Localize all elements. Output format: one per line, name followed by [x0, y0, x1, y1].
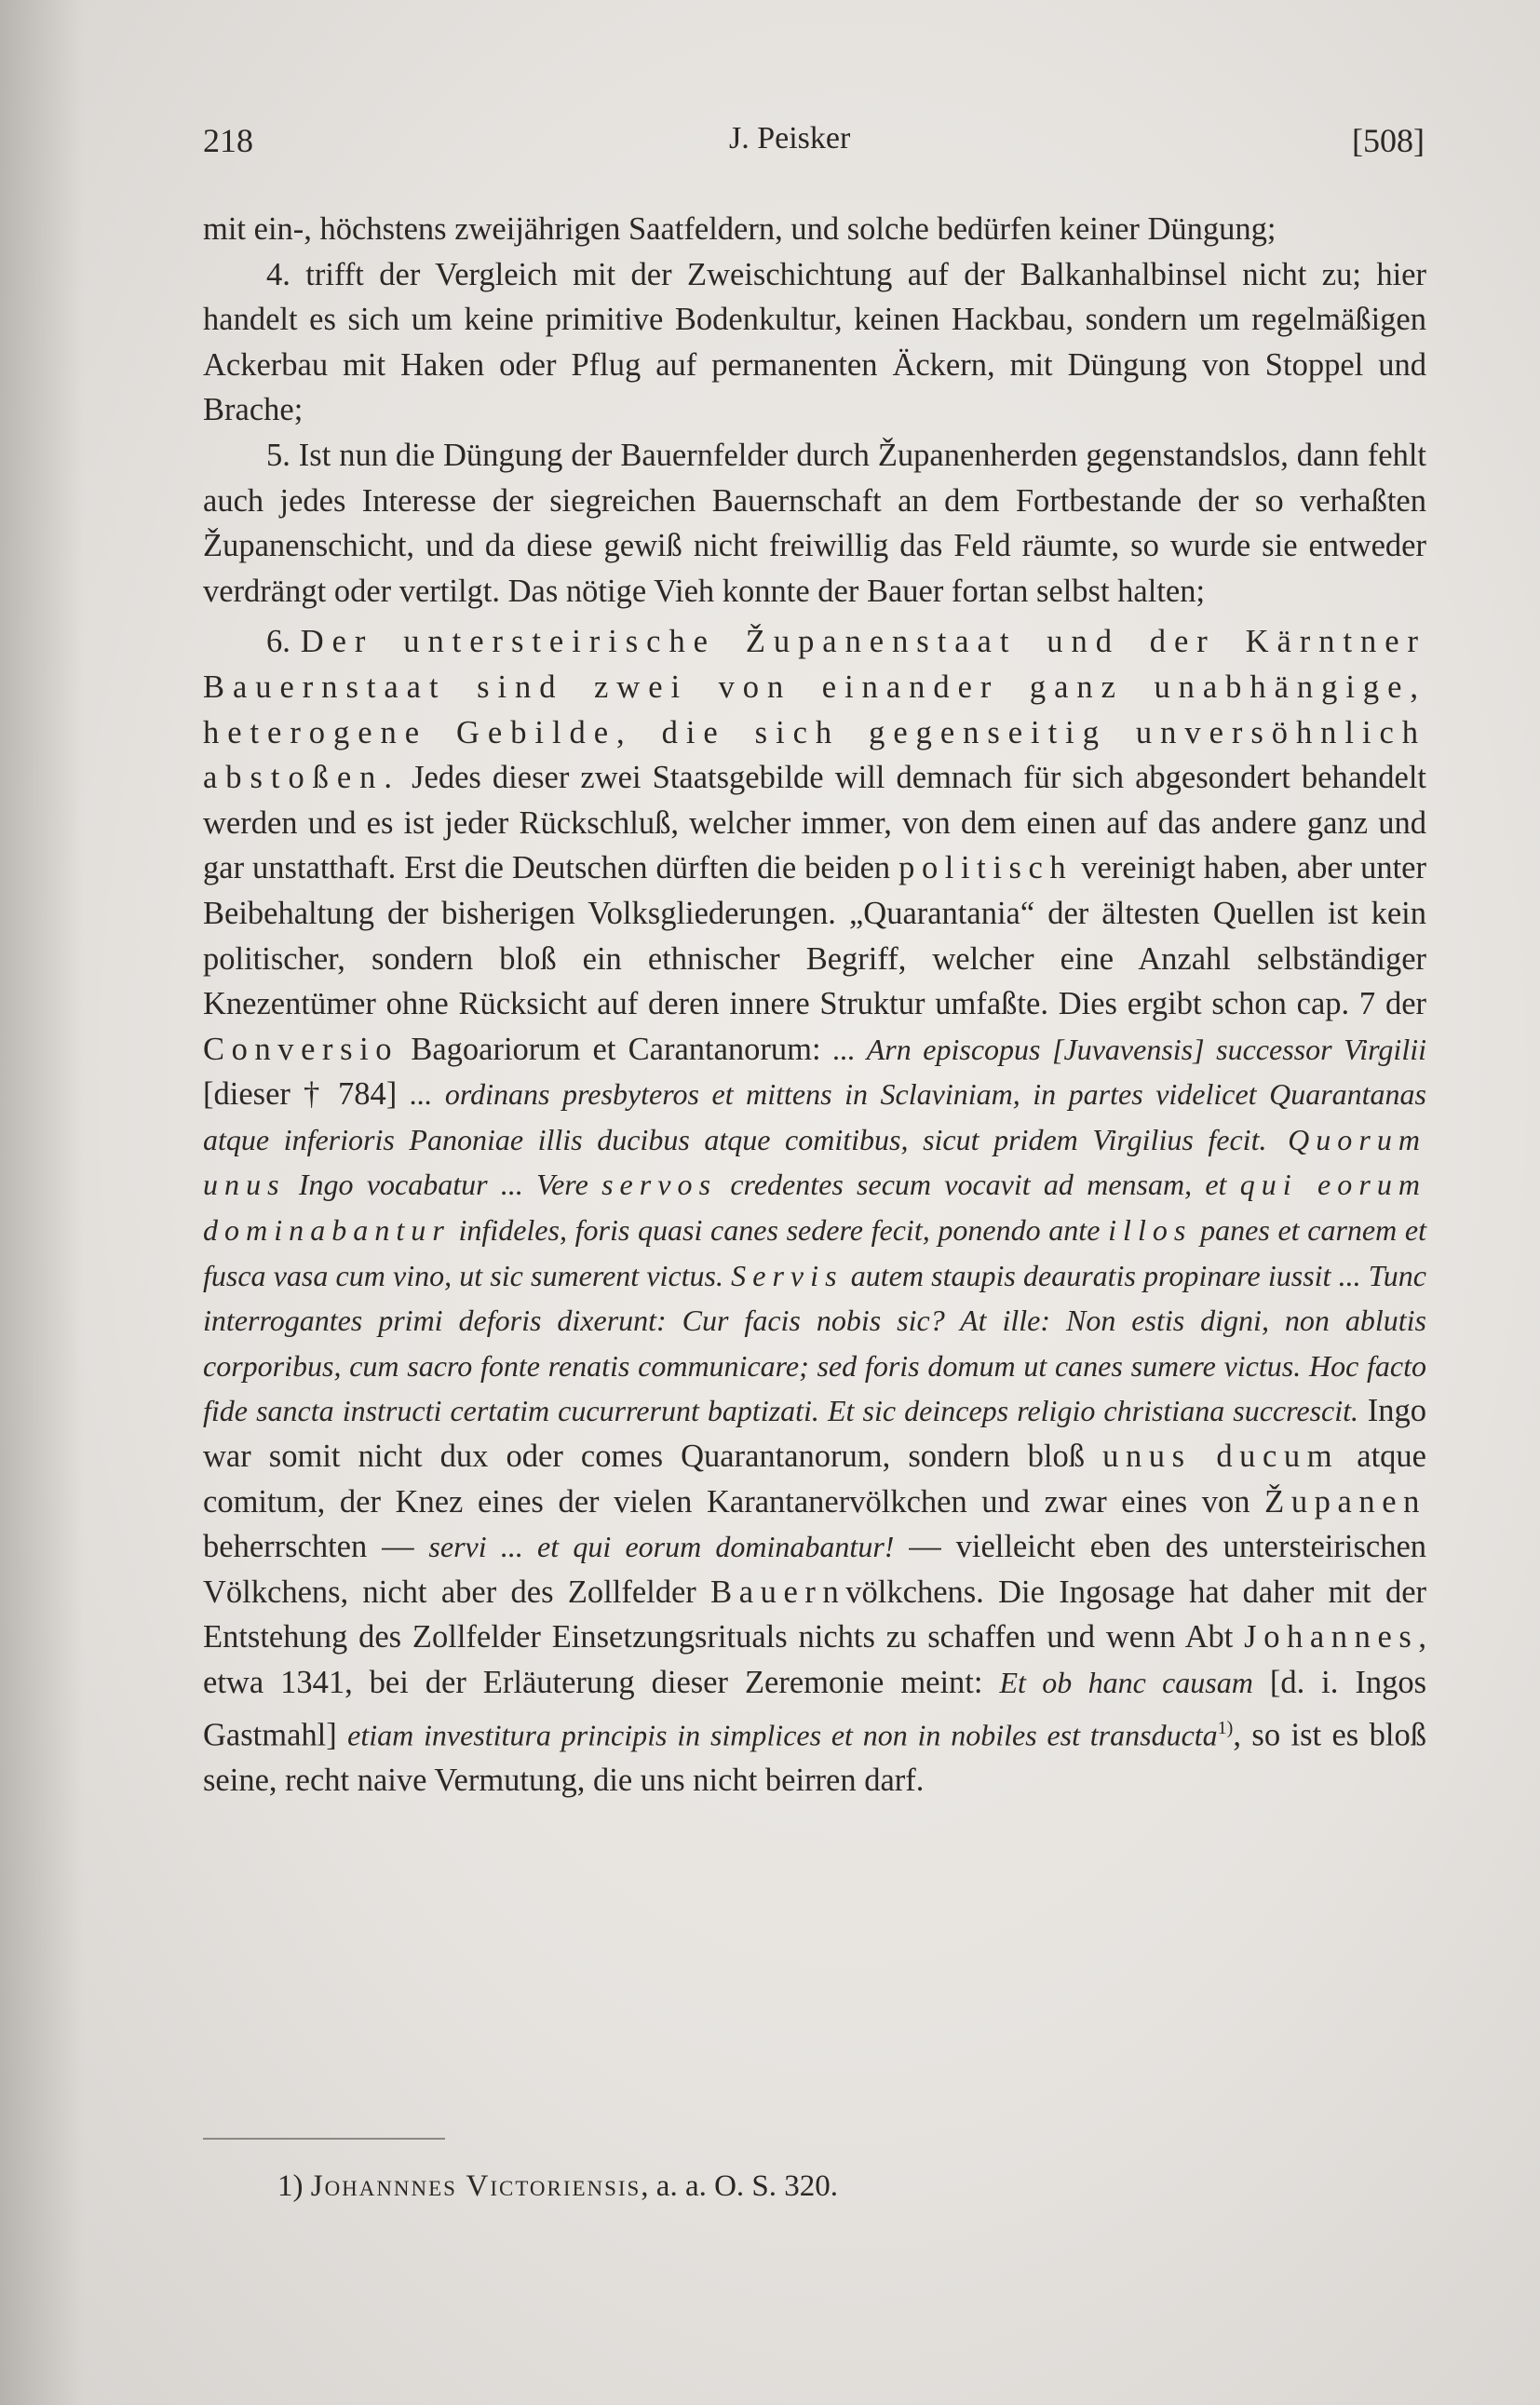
emphasized-word: Bauern [710, 1574, 846, 1610]
original-page-number: [508] [1352, 122, 1425, 159]
text-run: Bagoariorum et Carantanorum: [399, 1031, 833, 1067]
text-run: [dieser † 784] [203, 1076, 411, 1113]
latin-quote: Ingo vocabatur ... Vere [285, 1168, 602, 1202]
text-run: , so ist es bloß seine, recht naive Vermutung, die uns nicht beirren darf. [203, 1717, 1426, 1798]
latin-quote: ... ordinans presbyteros et mittens in Sclaviniam, in partes videlicet Quarantanas atque inferioris Panoniae illis ducibus atque comitibus, sicut pridem Virgilius fecit. [203, 1077, 1426, 1156]
footnote-marker: 1) [277, 2169, 304, 2203]
latin-emphasis: Quorum unus [203, 1122, 1427, 1202]
emphasized-word: politisch [898, 850, 1074, 886]
text-run: Jedes dieser zwei Staatsgebilde will demnach für sich abgesondert behandelt werden und es ist jeder Rückschluß, welcher immer, von dem einen auf das andere ganz und gar unstatthaft. Erst die Deutschen dürften die beiden [203, 760, 1426, 886]
text-run: völkchens. Die Ingosage hat daher mit der Entstehung des Zollfelder Einsetzungsrituals nichts zu schaffen und wenn Abt [203, 1574, 1426, 1655]
latin-quote: etiam investitura principis in simplices et non in nobiles est transducta [347, 1718, 1218, 1752]
list-item-5: 5. Ist nun die Düngung der Bauernfelder durch Županenherden gegenstandslos, dann fehlt auch jedes Interesse der siegreichen Bauernschaft an dem Fortbestande der so verhaßten Županenschicht, und da diese gewiß nicht freiwillig das Feld räumte, so wurde sie entweder verdrängt oder vertilgt. Das nötige Vieh konnte der Bauer fortan selbst halten; [203, 437, 1426, 609]
page-number: 218 [203, 122, 253, 159]
body-text [203, 207, 1426, 1803]
latin-quote: servi ... et qui eorum dominabantur! [428, 1530, 895, 1564]
latin-quote: ... Arn episcopus [Juvavensis] successor Virgilii [832, 1032, 1426, 1066]
footnote-divider [203, 2138, 445, 2140]
running-head-author: J. Peisker [729, 121, 851, 155]
footnote [277, 2166, 838, 2207]
text-run: vereinigt haben, aber unter Beibehaltung der bisherigen Volksgliederungen. „Quarantania“ der ältesten Quellen ist kein politischer, sondern bloß ein ethnischer Begriff, welcher eine Anzahl selbständiger Knezentümer ohne Rücksicht auf deren innere Struktur umfaßte. Dies ergibt schon cap. 7 der [203, 850, 1426, 1022]
latin-emphasis: illos [1108, 1213, 1193, 1248]
footnote-author: Johannnes Victoriensis [310, 2169, 642, 2203]
emphasized-word: unus ducum [1102, 1439, 1340, 1475]
latin-emphasis: Servis [731, 1258, 844, 1292]
latin-quote: Et ob hanc causam [999, 1666, 1253, 1699]
list-item-4: 4. trifft der Vergleich mit der Zweischichtung auf der Balkanhalbinsel nicht zu; hier handelt es sich um keine primitive Bodenkultur, keinen Hackbau, sondern um regelmäßigen Ackerbau mit Haken oder Pflug auf permanenten Äckern, mit Düngung von Stoppel und Brache; [203, 256, 1426, 428]
running-header [203, 121, 1425, 173]
latin-quote: autem staupis deauratis propinare iussit ... Tunc interrogantes primi deforis dixerunt: Cur facis nobis sic? At ille: Non estis digni, non ablutis corporibus, cum sacro fonte renatis communicare; sed foris domum ut canes sumere victus. Hoc facto fide sancta instructi certatim cucurrerunt baptizati. Et sic deinceps religio christiana succrescit. [203, 1258, 1427, 1428]
text-run: atque comitum, der Knez eines der vielen Karantanervölkchen und zwar eines von [203, 1439, 1426, 1520]
footnote-reference[interactable]: 1) [1217, 1717, 1234, 1738]
latin-emphasis: qui eorum dominabantur [203, 1168, 1427, 1248]
paragraph-continuation: mit ein-, höchstens zweijährigen Saatfeldern, und solche bedürfen keiner Düngung; [203, 211, 1277, 247]
item-number: 6. [266, 624, 290, 660]
text-run: beherrschten — [203, 1529, 429, 1565]
text-run: — vielleicht eben des untersteirischen Völkchens, nicht aber des Zollfelder [203, 1529, 1427, 1610]
emphasized-word: Johannes [1244, 1619, 1419, 1655]
text-run: , etwa 1341, bei der Erläuterung dieser Zeremonie meint: [203, 1619, 1426, 1700]
latin-quote: infideles, foris quasi canes sedere fecit, ponendo ante [450, 1213, 1109, 1248]
latin-emphasis: servos [601, 1168, 718, 1202]
latin-quote: credentes secum vocavit ad mensam, et [717, 1168, 1240, 1202]
list-item-6 [203, 619, 1426, 1803]
footnote-citation: , a. a. O. S. 320. [641, 2169, 839, 2203]
latin-quote: panes et carnem et fusca vasa cum vino, ut sic sumerent victus. [203, 1213, 1427, 1292]
emphasized-word: Županen [1264, 1483, 1426, 1520]
text-run: [d. i. Ingos Gastmahl] [203, 1665, 1426, 1753]
emphasized-thesis: Der untersteirische Županenstaat und der Kärntner Bauernstaat sind zwei von einander ganz unabhängige, heterogene Gebilde, die sich gegenseitig unversöhnlich abstoßen. [203, 624, 1427, 796]
text-run: Ingo war somit nicht dux oder comes Quarantanorum, sondern bloß [203, 1393, 1426, 1475]
emphasized-word: Conversio [203, 1031, 399, 1067]
